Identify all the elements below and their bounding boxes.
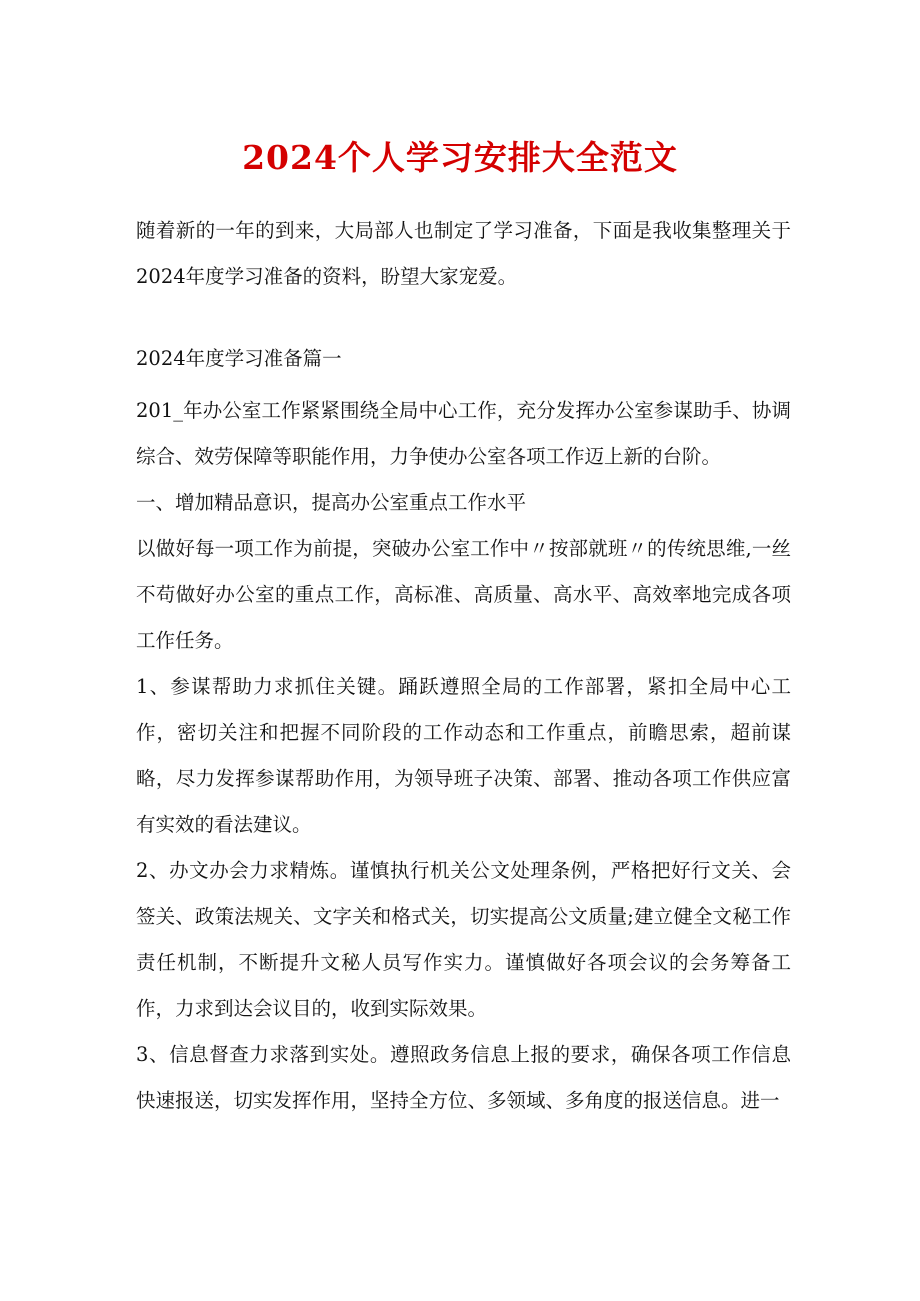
body-paragraph: 201_年办公室工作紧紧围绕全局中心工作，充分发挥办公室参谋助手、协调综合、效劳保障等职能作用，力争使办公室各项工作迈上新的台阶。 <box>136 399 791 468</box>
intro-paragraph: 随着新的一年的到来，大局部人也制定了学习准备，下面是我收集整理关于2024年度学习准备的资料，盼望大家宠爱。 <box>136 219 791 288</box>
document-title: 2024个人学习安排大全范文 <box>242 138 678 177</box>
section-heading: 2024年度学习准备篇一 <box>136 347 342 370</box>
numbered-paragraph: 3、信息督查力求落到实处。遵照政务信息上报的要求，确保各项工作信息快速报送，切实发挥作用，坚持全方位、多领域、多角度的报送信息。进一 <box>136 1043 791 1112</box>
numbered-paragraph: 2、办文办会力求精炼。谨慎执行机关公文处理条例，严格把好行文关、会签关、政策法规关、文字关和格式关，切实提高公文质量;建立健全文秘工作责任机制，不断提升文秘人员写作实力。谨慎做好各项会议的会务筹备工作，力求到达会议目的，收到实际效果。 <box>136 859 791 1020</box>
subsection-heading: 一、增加精品意识，提高办公室重点工作水平 <box>136 491 527 514</box>
document-body <box>136 208 791 1124</box>
body-paragraph: 以做好每一项工作为前提，突破办公室工作中〃按部就班〃的传统思维,一丝不苟做好办公室的重点工作，高标准、高质量、高水平、高效率地完成各项工作任务。 <box>136 537 791 652</box>
numbered-paragraph: 1、参谋帮助力求抓住关键。踊跃遵照全局的工作部署，紧扣全局中心工作，密切关注和把握不同阶段的工作动态和工作重点，前瞻思索，超前谋略，尽力发挥参谋帮助作用，为领导班子决策、部署、推动各项工作供应富有实效的看法建议。 <box>136 675 791 836</box>
